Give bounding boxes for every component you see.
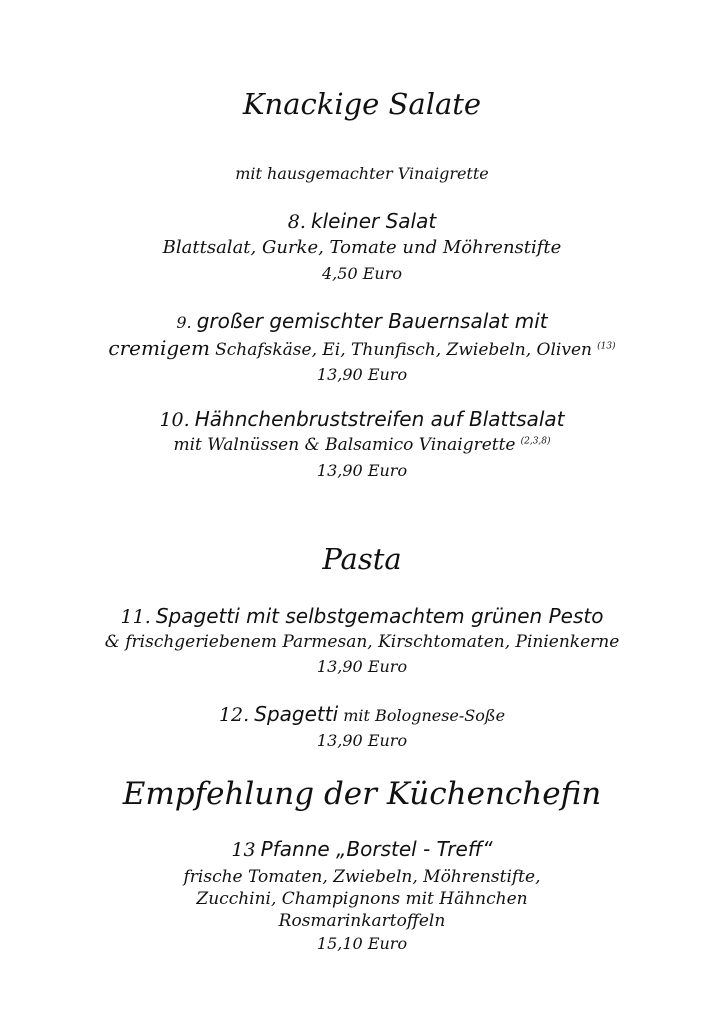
item-description-lead: cremigem bbox=[108, 336, 210, 360]
menu-item-11-price: 13,90 Euro bbox=[316, 657, 408, 676]
item-description: mit Walnüssen & Balsamico Vinaigrette bbox=[173, 435, 516, 455]
menu-item-8-description: Blattsalat, Gurke, Tomate und Möhrenstifte bbox=[162, 237, 562, 258]
menu-item-11-description: & frischgeriebenem Parmesan, Kirschtomaten, Pinienkerne bbox=[104, 632, 620, 652]
section-title-chef-recommendation: Empfehlung der Küchenchefin bbox=[122, 776, 602, 812]
menu-item-12-price: 13,90 Euro bbox=[316, 731, 408, 750]
item-description: mit Bolognese-Soße bbox=[343, 706, 506, 725]
menu-item-12-heading bbox=[0, 703, 724, 727]
menu-item-13-description bbox=[0, 866, 724, 932]
section-subtitle-salads: mit hausgemachter Vinaigrette bbox=[235, 164, 489, 183]
menu-item-13-heading bbox=[0, 838, 724, 862]
description-line: Zucchini, Champignons mit Hähnchen bbox=[196, 889, 528, 910]
menu-item-9-description-line bbox=[0, 337, 724, 361]
menu-item-8-price: 4,50 Euro bbox=[322, 264, 402, 283]
menu-item-10-heading bbox=[0, 408, 724, 432]
description-line: frische Tomaten, Zwiebeln, Möhrenstifte, bbox=[183, 867, 541, 887]
allergen-note: (13) bbox=[597, 341, 616, 352]
item-number: 13 bbox=[231, 839, 256, 861]
menu-item-9-heading bbox=[0, 310, 724, 333]
section-title-pasta: Pasta bbox=[322, 542, 402, 576]
item-description: Schafskäse, Ei, Thunfisch, Zwiebeln, Oliven bbox=[215, 340, 592, 360]
description-line: Rosmarinkartoffeln bbox=[278, 911, 446, 932]
menu-item-13-price: 15,10 Euro bbox=[316, 934, 408, 953]
item-name: großer gemischter Bauernsalat mit bbox=[196, 309, 548, 333]
section-title-salads: Knackige Salate bbox=[242, 87, 482, 121]
item-number: 9. bbox=[176, 313, 192, 332]
menu-item-8-heading bbox=[0, 210, 724, 234]
menu-item-9-price: 13,90 Euro bbox=[316, 365, 408, 384]
item-name: Spagetti mit selbstgemachtem grünen Pesto bbox=[155, 604, 604, 628]
menu-item-10-description-line bbox=[0, 436, 724, 456]
item-name: Spagetti bbox=[254, 702, 339, 726]
item-number: 10. bbox=[159, 409, 190, 431]
item-name: kleiner Salat bbox=[311, 209, 437, 233]
item-number: 8. bbox=[287, 211, 306, 233]
item-name: Hähnchenbruststreifen auf Blattsalat bbox=[194, 407, 565, 431]
item-name: Pfanne „Borstel - Treff“ bbox=[260, 837, 493, 861]
item-number: 12. bbox=[218, 704, 250, 726]
item-number: 11. bbox=[120, 606, 151, 628]
allergen-note: (2,3,8) bbox=[520, 436, 551, 447]
menu-item-10-price: 13,90 Euro bbox=[316, 461, 408, 480]
menu-item-11-heading bbox=[0, 605, 724, 629]
